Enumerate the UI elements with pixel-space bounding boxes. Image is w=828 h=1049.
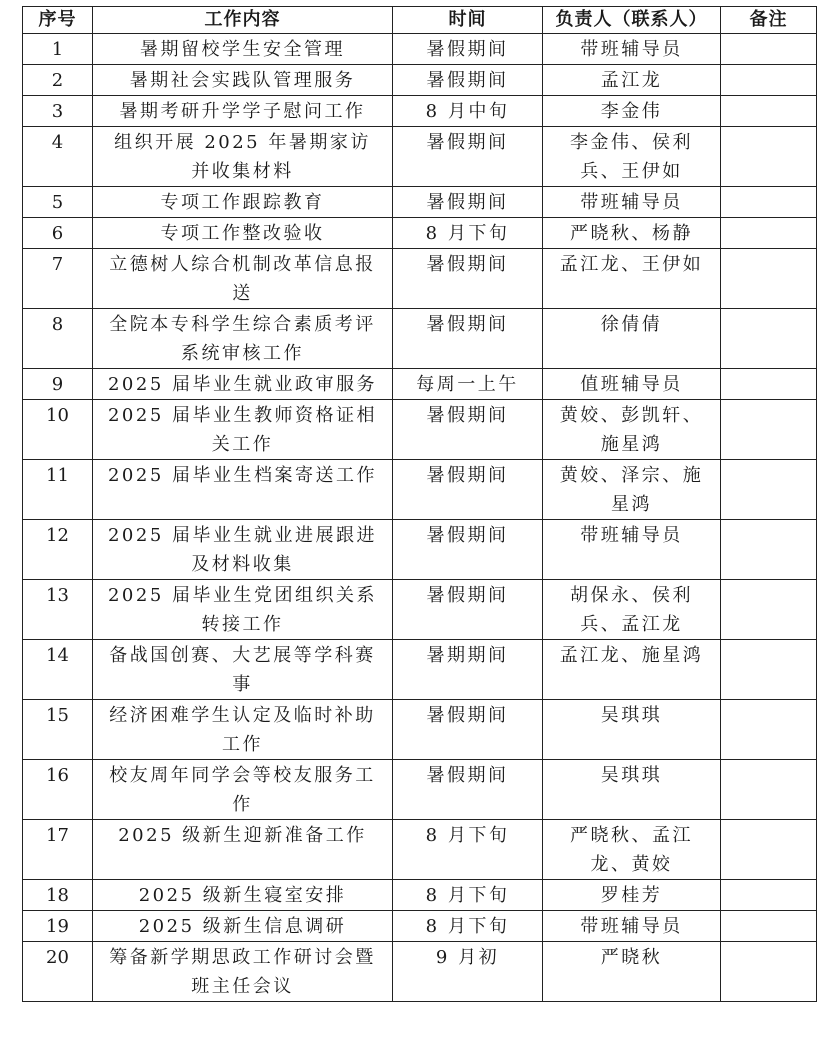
table-row: [23, 218, 817, 249]
table-row: [23, 520, 817, 580]
cell-owner: 严晓秋、孟江龙、黄姣: [543, 820, 721, 880]
table-row: [23, 911, 817, 942]
cell-note: [721, 880, 817, 911]
cell-owner: 带班辅导员: [543, 34, 721, 65]
cell-no: 19: [23, 911, 93, 942]
cell-no: 2: [23, 65, 93, 96]
cell-owner: 孟江龙、王伊如: [543, 249, 721, 309]
cell-time: 8 月下旬: [393, 218, 543, 249]
cell-content: 组织开展 2025 年暑期家访并收集材料: [93, 127, 393, 187]
cell-time: 暑假期间: [393, 460, 543, 520]
cell-no: 15: [23, 700, 93, 760]
cell-time: 8 月下旬: [393, 911, 543, 942]
cell-time: 每周一上午: [393, 369, 543, 400]
header-owner: 负责人（联系人）: [543, 7, 721, 34]
cell-time: 暑假期间: [393, 400, 543, 460]
cell-content: 2025 届毕业生就业政审服务: [93, 369, 393, 400]
header-time: 时间: [393, 7, 543, 34]
table-row: [23, 700, 817, 760]
cell-note: [721, 65, 817, 96]
cell-time: 8 月中旬: [393, 96, 543, 127]
cell-content: 2025 届毕业生教师资格证相关工作: [93, 400, 393, 460]
cell-no: 16: [23, 760, 93, 820]
cell-note: [721, 218, 817, 249]
table-row: [23, 820, 817, 880]
cell-time: 暑假期间: [393, 187, 543, 218]
cell-owner: 黄姣、泽宗、施星鸿: [543, 460, 721, 520]
cell-note: [721, 400, 817, 460]
cell-no: 7: [23, 249, 93, 309]
cell-content: 校友周年同学会等校友服务工作: [93, 760, 393, 820]
table-body: [23, 34, 817, 1002]
header-note: 备注: [721, 7, 817, 34]
cell-time: 8 月下旬: [393, 880, 543, 911]
cell-content: 备战国创赛、大艺展等学科赛事: [93, 640, 393, 700]
cell-time: 暑假期间: [393, 249, 543, 309]
cell-owner: 徐倩倩: [543, 309, 721, 369]
cell-note: [721, 309, 817, 369]
cell-note: [721, 460, 817, 520]
work-schedule-table: [22, 6, 817, 1002]
table-row: [23, 580, 817, 640]
cell-note: [721, 369, 817, 400]
cell-no: 6: [23, 218, 93, 249]
table-row: [23, 34, 817, 65]
cell-owner: 严晓秋、杨静: [543, 218, 721, 249]
cell-content: 立德树人综合机制改革信息报送: [93, 249, 393, 309]
cell-content: 2025 届毕业生党团组织关系转接工作: [93, 580, 393, 640]
cell-content: 2025 级新生迎新准备工作: [93, 820, 393, 880]
cell-owner: 吴琪琪: [543, 760, 721, 820]
header-no: 序号: [23, 7, 93, 34]
cell-owner: 带班辅导员: [543, 520, 721, 580]
cell-owner: 孟江龙、施星鸿: [543, 640, 721, 700]
table-row: [23, 369, 817, 400]
cell-owner: 罗桂芳: [543, 880, 721, 911]
cell-time: 暑假期间: [393, 760, 543, 820]
cell-content: 2025 届毕业生就业进展跟进及材料收集: [93, 520, 393, 580]
cell-note: [721, 942, 817, 1002]
cell-no: 8: [23, 309, 93, 369]
cell-note: [721, 820, 817, 880]
cell-owner: 黄姣、彭凯轩、施星鸿: [543, 400, 721, 460]
table-row: [23, 249, 817, 309]
cell-note: [721, 520, 817, 580]
cell-content: 筹备新学期思政工作研讨会暨班主任会议: [93, 942, 393, 1002]
cell-content: 2025 级新生寝室安排: [93, 880, 393, 911]
cell-time: 8 月下旬: [393, 820, 543, 880]
cell-content: 经济困难学生认定及临时补助工作: [93, 700, 393, 760]
cell-note: [721, 127, 817, 187]
cell-owner: 李金伟、侯利兵、王伊如: [543, 127, 721, 187]
table-row: [23, 96, 817, 127]
cell-no: 3: [23, 96, 93, 127]
cell-note: [721, 640, 817, 700]
table-row: [23, 640, 817, 700]
cell-time: 9 月初: [393, 942, 543, 1002]
cell-no: 14: [23, 640, 93, 700]
cell-time: 暑假期间: [393, 520, 543, 580]
table-row: [23, 400, 817, 460]
cell-note: [721, 760, 817, 820]
cell-time: 暑假期间: [393, 309, 543, 369]
cell-no: 4: [23, 127, 93, 187]
cell-no: 18: [23, 880, 93, 911]
table-row: [23, 880, 817, 911]
cell-no: 12: [23, 520, 93, 580]
cell-content: 专项工作整改验收: [93, 218, 393, 249]
table-row: [23, 460, 817, 520]
cell-content: 暑期考研升学学子慰问工作: [93, 96, 393, 127]
cell-time: 暑假期间: [393, 34, 543, 65]
cell-owner: 带班辅导员: [543, 187, 721, 218]
cell-owner: 值班辅导员: [543, 369, 721, 400]
cell-content: 暑期社会实践队管理服务: [93, 65, 393, 96]
cell-content: 专项工作跟踪教育: [93, 187, 393, 218]
cell-content: 全院本专科学生综合素质考评系统审核工作: [93, 309, 393, 369]
cell-no: 9: [23, 369, 93, 400]
cell-note: [721, 187, 817, 218]
cell-content: 暑期留校学生安全管理: [93, 34, 393, 65]
table-header: [23, 7, 817, 34]
cell-note: [721, 700, 817, 760]
cell-no: 10: [23, 400, 93, 460]
table-row: [23, 187, 817, 218]
cell-owner: 吴琪琪: [543, 700, 721, 760]
cell-no: 13: [23, 580, 93, 640]
table-row: [23, 127, 817, 187]
cell-no: 5: [23, 187, 93, 218]
cell-note: [721, 911, 817, 942]
cell-content: 2025 级新生信息调研: [93, 911, 393, 942]
cell-owner: 胡保永、侯利兵、孟江龙: [543, 580, 721, 640]
table-row: [23, 309, 817, 369]
cell-owner: 孟江龙: [543, 65, 721, 96]
table-row: [23, 942, 817, 1002]
cell-no: 1: [23, 34, 93, 65]
header-content: 工作内容: [93, 7, 393, 34]
table-row: [23, 65, 817, 96]
cell-time: 暑假期间: [393, 65, 543, 96]
cell-content: 2025 届毕业生档案寄送工作: [93, 460, 393, 520]
cell-no: 11: [23, 460, 93, 520]
cell-note: [721, 34, 817, 65]
cell-time: 暑假期间: [393, 580, 543, 640]
cell-no: 17: [23, 820, 93, 880]
cell-owner: 李金伟: [543, 96, 721, 127]
cell-note: [721, 96, 817, 127]
cell-owner: 带班辅导员: [543, 911, 721, 942]
header-row: [23, 7, 817, 34]
cell-note: [721, 249, 817, 309]
cell-note: [721, 580, 817, 640]
cell-time: 暑期期间: [393, 640, 543, 700]
cell-no: 20: [23, 942, 93, 1002]
table-row: [23, 760, 817, 820]
cell-time: 暑假期间: [393, 700, 543, 760]
cell-time: 暑假期间: [393, 127, 543, 187]
cell-owner: 严晓秋: [543, 942, 721, 1002]
